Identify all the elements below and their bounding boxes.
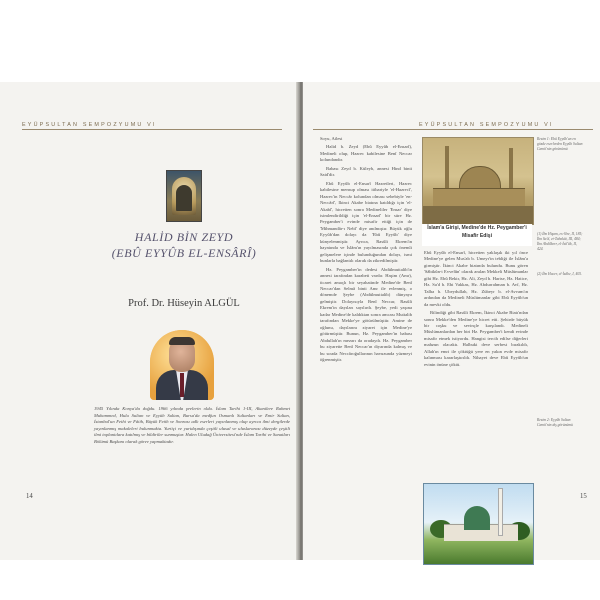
article-title: HALİD BİN ZEYD [134, 230, 234, 244]
section-heading: İslam'a Girişi, Medine'de Hz. Peygamber'i Misafir Edişi [422, 224, 532, 246]
side-note: (1) İbn Hişam, es-Sîre, II, 185; İbn Sa'd, et-Tabakât, III, 484; İbn Abdilberr, el-İstî'âb, II, 424. [537, 232, 583, 251]
side-note: (2) İbn Hacer, el-İsâbe, I, 405. [537, 272, 582, 276]
text-column-2 [424, 250, 528, 368]
header-rule-right [313, 129, 593, 130]
ground-shape [423, 206, 533, 224]
green-dome [464, 506, 490, 530]
paragraph: Babası Zeyd b. Küleyb, annesi Hind binti Said'dir. [320, 165, 412, 178]
arch-inner-shape [176, 185, 192, 211]
text-column-1 [320, 136, 412, 363]
article-subtitle: (EBÛ EYYÛB EL-ENSÂRÎ) [111, 246, 257, 260]
paragraph: Soyu, Ailesi [320, 136, 343, 141]
header-rule-left [22, 129, 282, 130]
portrait-hair [169, 337, 195, 345]
page-number-right: 15 [580, 493, 587, 500]
portrait-tie [180, 373, 184, 397]
book-spread [0, 82, 600, 560]
running-head-right: EYÜPSULTAN SEMPOZYUMU VI [419, 122, 554, 128]
side-note: Resim 1: Ebû Eyyûb'un en gözde eserlerden Eyyûb Sultan Camii'nin görünümü [537, 137, 583, 151]
paragraph: Bilindiği gibi Rasûli Ekrem, İkinci Akabe Biatı'ndan sonra Mekke'den Medine'ye hicret etti. Şehirde büyük bir coşku ve sevinçle karşılandı. Medineli Müslümanlardan her biri Hz. Peygamber'i kendi evinde misafir etmek istiyordu. Hangisi tercih edilse diğerleri mahzun olacaktı. Halbuki deve serbest bırakıldı, Allah'ın emri ile çöktüğü yere en yakın evde misafir kalınması kararlaştırıldı. Nihayet deve Ebû Eyyûb'un evinin önüne çöktü. [424, 310, 528, 367]
left-page [0, 82, 298, 560]
author-name: Prof. Dr. Hüseyin ALGÜL [128, 298, 240, 309]
minaret [498, 488, 503, 536]
author-portrait [150, 330, 214, 400]
side-note: Resim 2: Eyyûb Sultan Camii'nin dış görünümü [537, 418, 573, 427]
author-bio: 1945 Yılında Konya'da doğdu. 1966 yılında prelerin oldu. İslam Tarihi 1-III, Akanilere Rahmet Muhammed, Hulu Sultan ve Eyyüb Sultan, Bursa'da medfun Osmanlı Sultanları ve Emir Sultan, İstanbul'un Fethi ve Fâtih, Büyük Fetih ve Sonrası adlı eserleri yayınlanmış olup ayrıca ilmi dergilerde yayınlanmış makaleleri bulunmakta. Yurtiçi ve yurtdışında çeşitli ulusal ve uluslararası düzeyde çeşitli ilmi toplantılara katılmış ve bildiriler sunmuştur. Halen Uludağ Üniversitesi'nde İslam Tarihi ve Sanatları Bölümü Başkanı olarak görev yapmaktadır. [94, 406, 290, 444]
page-number-left: 14 [26, 493, 33, 500]
mosque-interior-image [166, 170, 202, 222]
courtyard-wall [433, 188, 525, 207]
mosque-illustration [422, 137, 534, 225]
paragraph: Ebû Eyyûb el-Ensarî Hazretleri, Hazrec kabilesine mensup olması itibariyle 'el-Hazrecî', Hazrec'in Neccâr kolundan olması sebebiyle 'en-Neccârî', Ikinci Akabe biatına katıldığı için 'el-Akabî', hicretten sonra Medineliler 'Ensar' diye isimlendirildiği için 'el-Ensarî' bir süre Hz. Peygamber'i evinde misafir ettiği için de 'Mihmandâr-ı Nebî' diye anılmıştır. Büyük oğlu Eyyûb'dan dolayı da 'Ebû Eyyûb' diye künyelenmiştir. Ayrıca, Rasûli Ekrem'in hayatında ve İslâm'ın yayılmasında çok önemli gelişmelere içinde bulunduğundan dolayı, ismi bunlarla bağlantılı olarak da zikredilmiştir. [320, 180, 412, 264]
paragraph: Hz. Peygamber'in dedesi Abdülmuttalib'in annesi tarafından karabeti vardır. Haşim (Amr), ticaret amaçlı bir seyahatinde Medine'de Benî Neccar'dan Selmâ binti Amr ile evlenmiş, o dönemde Şeybe (Abdülmuttalib) dünyaya gelmiştir. Dolayısıyla Benî Neccar, Rasûli Ekrem'in dayıları sayılırdı. Şeybe, yedi yaşına kadar Medine'de kaldıktan sonra amcası Muttalib tarafından Mekke'ye götürülmüştür. Amine de oğlunu, dayılarını ziyaret için Medine'ye götürmüştür. Bunun, Hz. Peygamber'in babası Abdullah'ın mezarı da oradaydı. Hz. Peygamber bu ziyarette Benî Neccar'ın diyarında kalmış ve bu sırada Neccâroğullarının havuzunda yüzmeyi öğrenmiştir. [320, 266, 412, 362]
paragraph: Ebû Eyyûb el-Ensarî, hicretten yaklaşık iki yıl önce Medine'ye gelen Mus'ab b. Umeyr'in tebliği ile İslâm'a girmiştir. İkinci Akabe biatında bulundu. Bunu gören 'Sâbikûn-i Evvelûn' olarak anılan Mekkeli Müslümanlar gibi Hz. Ebû Bekir, Hz. Ali, Zeyd b. Harise, Hz. Hatice, Hz. Sa'd b. Ebi Vakkas, Hz. Abdurrahman b. Avf, Hz. Talha b. Ubeydullah, Hz. Zübeyr b. el-Avvam'ın ardından da Medineli Müslümanlar gibi Ebû Eyyûb'un da mevki oldu. [424, 250, 528, 307]
mosque-photo [423, 483, 534, 565]
running-head-left: EYÜPSULTAN SEMPOZYUMU VI [22, 122, 157, 128]
paragraph: Halid b. Zeyd (Ebû Eyyûb el-Ensarî), Medineli olup, Hazrec kabilesine Benî Neccar kolundandır. [320, 144, 412, 163]
